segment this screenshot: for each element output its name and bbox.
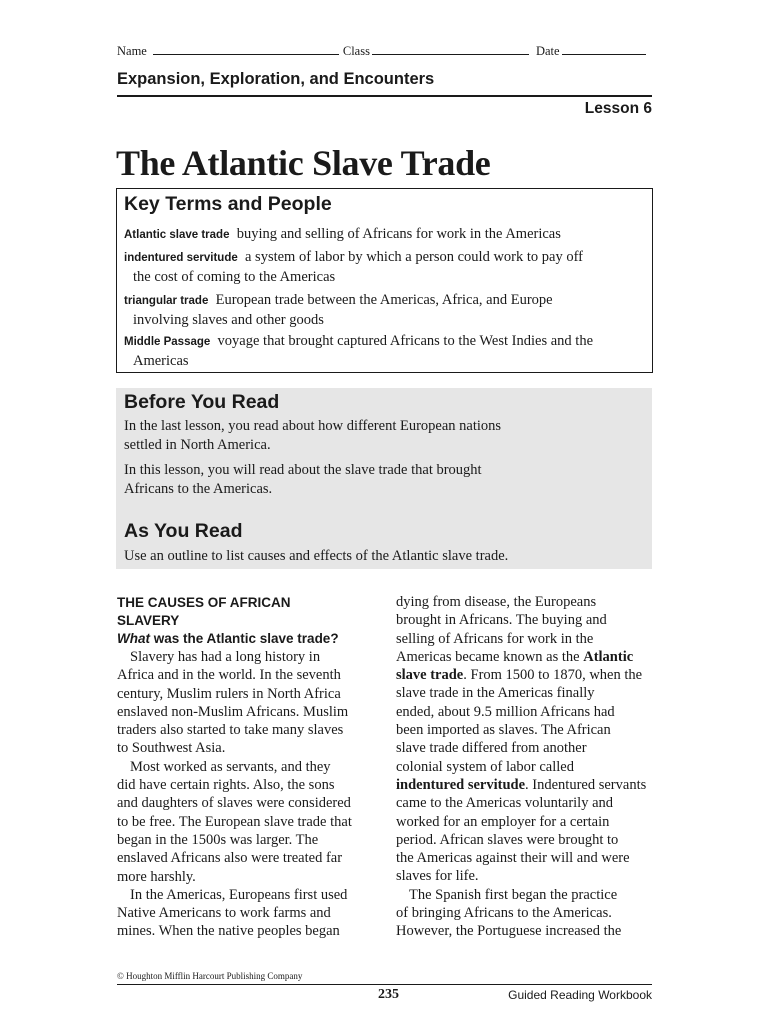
before-you-read-text-2 [124,461,644,499]
key-term-item [124,332,644,370]
question-word: What [117,631,150,646]
key-term-highlight: slave trade [396,667,464,684]
text-line: did have certain rights. Also, the sons [117,777,335,794]
key-term-definition: buying and selling of Africans for work in the Americas [236,226,561,242]
text-line: to be free. The European slave trade that [117,813,352,830]
text-line: In the Americas, Europeans first used [130,886,348,903]
text-line [396,648,656,666]
text-line: Slavery has had a long history in [130,649,321,665]
text-line: the Americas against their will and were [396,850,630,867]
class-label: Class [342,44,370,58]
lesson-label: Lesson 6 [584,100,652,117]
text-line: traders also started to take many slaves [117,722,344,739]
text-line: The Spanish first began the practice [409,886,618,903]
text-line: more harshly. [117,868,196,885]
text-line: In this lesson, you will read about the slave trade that brought [124,462,482,478]
text-line: and daughters of slaves were considered [117,795,351,812]
header-rule [117,95,652,97]
key-term-name: Atlantic slave trade [124,229,230,241]
text-line: began in the 1500s was larger. The [117,831,319,848]
text-line: brought in Africans. The buying and [396,612,607,629]
text-span: . From 1500 to 1870, when the [463,667,643,684]
page-number: 235 [378,987,399,1002]
workbook-label: Guided Reading Workbook [508,988,652,1002]
key-term-definition-cont: the cost of coming to the Americas [133,268,336,285]
student-info-line [117,44,652,59]
as-you-read-heading: As You Read [124,520,243,542]
text-line: Africa and in the world. In the seventh [117,667,341,684]
text-line [396,666,656,684]
copyright-notice: © Houghton Mifflin Harcourt Publishing Company [117,971,303,981]
text-line: However, the Portuguese increased the [396,923,622,940]
text-line [396,776,656,794]
key-term-definition-cont: involving slaves and other goods [133,311,324,328]
key-term-item [124,248,644,286]
date-field[interactable] [562,44,646,55]
unit-title: Expansion, Exploration, and Encounters [117,70,435,88]
key-term-definition: voyage that brought captured Africans to the West Indies and the [217,333,594,349]
text-line: century, Muslim rulers in North Africa [117,685,341,702]
key-term-item [124,291,644,329]
page-title: The Atlantic Slave Trade [116,143,491,183]
text-line: period. African slaves were brought to [396,831,619,848]
key-term-definition: a system of labor by which a person could work to pay off [245,249,583,265]
right-column [396,593,656,941]
text-line: came to the Americas voluntarily and [396,795,614,812]
footer-rule [117,984,652,985]
as-you-read-text: Use an outline to list causes and effects of the Atlantic slave trade. [124,548,509,564]
text-line: settled in North America. [124,437,271,453]
section-heading-line: SLAVERY [117,613,180,628]
body-text [117,648,377,941]
key-term-highlight: Atlantic [583,648,634,665]
key-term-name: triangular trade [124,295,209,307]
text-line: Native Americans to work farms and [117,905,331,922]
text-line: been imported as slaves. The African [396,722,611,739]
text-line: Africans to the Americas. [124,481,273,497]
section-heading [117,594,377,630]
left-column [117,594,377,941]
text-line: dying from disease, the Europeans [396,594,597,610]
text-span: Americas became known as the [396,648,584,665]
key-term-definition-cont: Americas [133,352,189,369]
class-field[interactable] [372,44,529,55]
text-line: enslaved non-Muslim Africans. Muslim [117,703,349,720]
text-span: . Indentured servants [525,776,647,793]
key-term-name: Middle Passage [124,336,211,348]
text-line: to Southwest Asia. [117,740,226,757]
text-line: mines. When the native peoples began [117,923,340,940]
text-line: slaves for life. [396,868,479,885]
text-line: selling of Africans for work in the [396,630,594,647]
text-line: ended, about 9.5 million Africans had [396,703,615,720]
name-label: Name [117,44,147,58]
text-line: colonial system of labor called [396,758,574,775]
before-you-read-heading: Before You Read [124,391,280,413]
name-field[interactable] [153,44,339,55]
guiding-question [117,630,377,648]
text-line: enslaved Africans also were treated far [117,850,343,867]
key-term-item [124,225,644,245]
text-line: of bringing Africans to the Americas. [396,905,612,922]
key-term-name: indentured servitude [124,252,238,264]
key-terms-heading: Key Terms and People [124,193,332,215]
text-line: worked for an employer for a certain [396,813,610,830]
key-term-highlight: indentured servitude [396,776,526,793]
key-term-definition: European trade between the Americas, Africa, and Europe [215,292,553,308]
text-line: slave trade in the Americas finally [396,685,595,702]
before-you-read-text-1 [124,417,644,455]
text-line: slave trade differed from another [396,740,587,757]
question-text: was the Atlantic slave trade? [150,631,339,646]
text-line: Most worked as servants, and they [130,758,331,775]
section-heading-line: THE CAUSES OF AFRICAN [117,595,291,610]
date-label: Date [535,44,560,58]
text-line: In the last lesson, you read about how different European nations [124,418,502,434]
